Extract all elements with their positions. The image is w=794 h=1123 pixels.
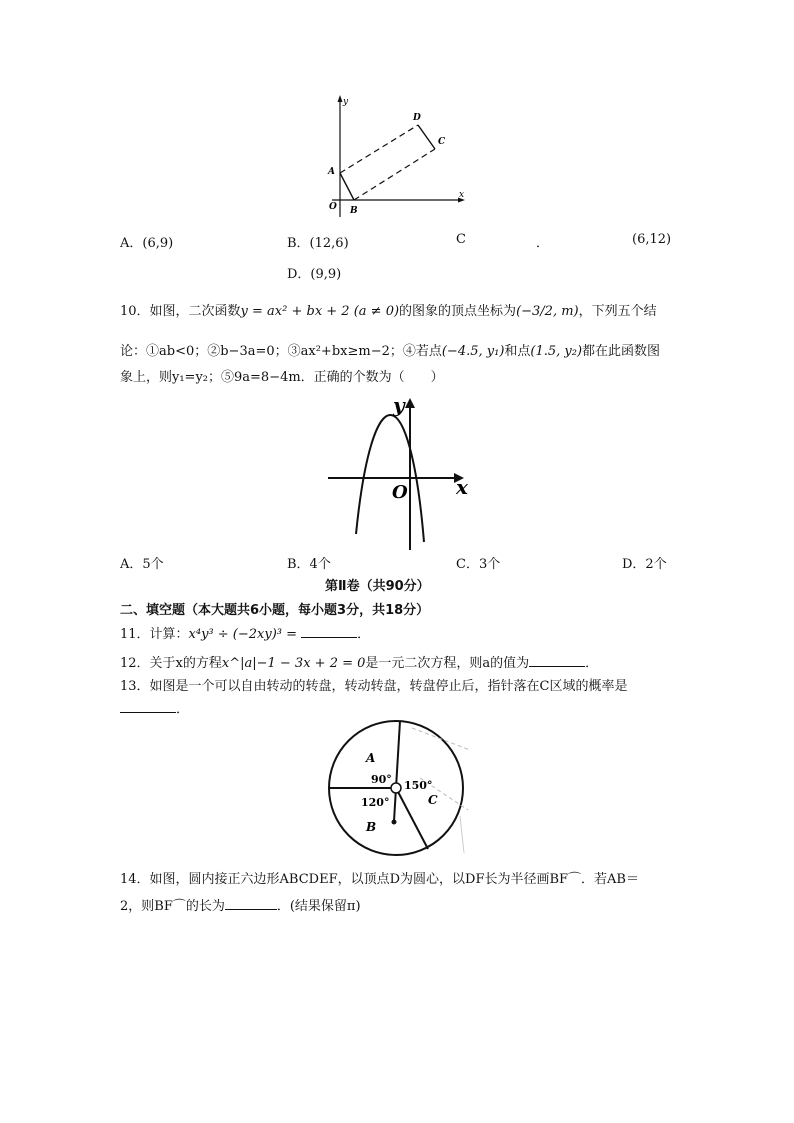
angle-c: 150° — [404, 779, 433, 792]
segment-dc — [418, 125, 435, 149]
q10-line2-post: 都在此函数图 — [582, 344, 661, 359]
divider-top — [396, 721, 400, 788]
q11 — [120, 624, 370, 645]
q10-line2-and: 和点 — [504, 344, 531, 359]
q10-option-c: C．3个 — [456, 557, 501, 572]
q14-answer-blank[interactable] — [225, 896, 277, 910]
q14-line-1: 14．如图，圆内接正六边形ABCDEF，以顶点D为圆心，以DF长为半径画BF⌒．若AB＝ — [120, 872, 639, 887]
q12-mid: 是一元二次方程，则a的值为 — [365, 656, 530, 671]
label-y: y — [393, 394, 405, 417]
q12-post: ． — [585, 656, 599, 671]
q14-line2-pre: 2，则BF⌒的长为 — [120, 899, 225, 914]
parabola-figure — [320, 394, 480, 552]
label-b: B — [350, 206, 358, 216]
q10-line2-pre: 论：①ab<0；②b−3a=0；③ax²+bx≥m−2；④若点 — [120, 344, 442, 359]
label-c: C — [438, 137, 446, 147]
q13-line-1: 13．如图是一个可以自由转动的转盘，转动转盘，转盘停止后，指针落在C区域的概率是 — [120, 679, 628, 694]
section-title: 第Ⅱ卷（共90分） — [325, 579, 430, 594]
pointer-tip — [392, 820, 397, 825]
faint-line-3 — [460, 816, 464, 853]
label-b: B — [366, 820, 377, 834]
q14-line-2 — [120, 896, 361, 917]
q10-option-d: D．2个 — [622, 557, 667, 572]
faint-line-1 — [412, 728, 470, 750]
label-x: x — [459, 190, 465, 200]
y-axis-arrow — [338, 95, 343, 102]
y-axis-arrow — [405, 398, 415, 408]
segment-ab — [340, 173, 354, 200]
q10-vertex: (−3/2, m) — [516, 304, 579, 319]
label-a: A — [328, 167, 335, 177]
part2-heading: 二、填空题（本大题共6小题，每小题3分，共18分） — [120, 603, 430, 618]
q10-function-formula: y = ax² + bx + 2 (a ≠ 0) — [240, 304, 400, 319]
q13-post: ． — [176, 702, 190, 717]
label-y: y — [343, 97, 349, 107]
label-o: O — [329, 202, 337, 212]
q11-post: ． — [357, 627, 371, 642]
q11-pre: 11．计算： — [120, 627, 189, 642]
q11-answer-blank[interactable] — [301, 624, 357, 638]
q12-pre: 12．关于x的方程 — [120, 656, 222, 671]
q11-expression: x⁴y³ ÷ (−2xy)³ = — [188, 627, 298, 642]
label-o: O — [392, 482, 408, 503]
label-c: C — [428, 793, 438, 807]
label-a: A — [366, 751, 376, 765]
q10-line-3: 象上，则y₁=y₂；⑤9a=8−4m．正确的个数为（ ） — [120, 370, 444, 385]
q12-answer-blank[interactable] — [529, 653, 585, 667]
q9-option-c-value: (6,12) — [632, 232, 672, 247]
q10-line1-pre: 10．如图，二次函数 — [120, 304, 241, 319]
angle-a: 90° — [371, 773, 392, 786]
q10-line-2 — [120, 342, 660, 362]
angle-b: 120° — [361, 796, 390, 809]
q12-equation: x^|a|−1 − 3x + 2 = 0 — [221, 656, 366, 671]
q10-line-1 — [120, 302, 657, 322]
divider-right-lower — [396, 788, 428, 849]
label-d: D — [413, 113, 421, 123]
center-hub — [391, 783, 401, 793]
q9-option-c-dot: ． — [536, 236, 550, 251]
rectangle-axes-figure — [320, 92, 480, 222]
q10-point-2: (1.5, y₂) — [530, 344, 583, 359]
q10-line1-post: ，下列五个结 — [578, 304, 657, 319]
q12 — [120, 653, 598, 674]
q14-line2-post: ．(结果保留π) — [276, 899, 361, 914]
label-x: x — [456, 475, 468, 499]
q10-line1-mid: 的图象的顶点坐标为 — [399, 304, 517, 319]
q9-option-d: D．(9,9) — [287, 267, 342, 282]
dashed-ad — [340, 125, 418, 173]
q10-option-b: B．4个 — [287, 557, 331, 572]
q9-option-c-letter: C — [456, 232, 466, 247]
spinner-figure — [320, 718, 480, 863]
q10-option-a: A．5个 — [120, 557, 164, 572]
q9-option-a: A．(6,9) — [120, 236, 174, 251]
q9-option-b: B．(12,6) — [287, 236, 349, 251]
q10-point-1: (−4.5, y₁) — [441, 344, 505, 359]
q13-answer-blank[interactable] — [120, 699, 176, 713]
q13-line-2 — [120, 699, 189, 720]
